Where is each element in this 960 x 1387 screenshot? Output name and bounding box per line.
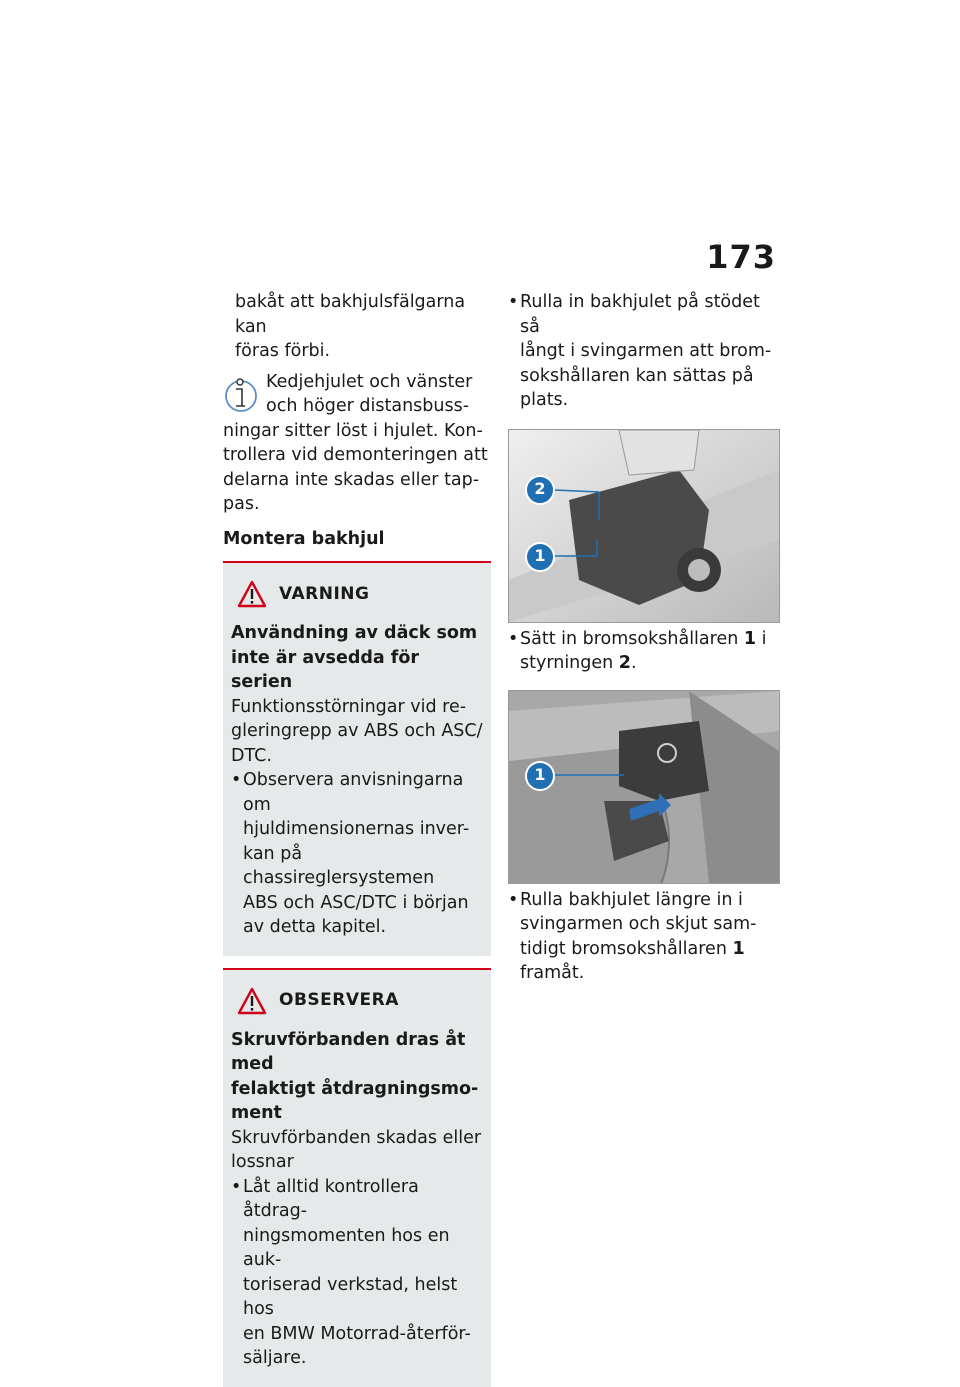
notice-box [223,970,491,1387]
step1-line-3: sokshållaren kan sättas på [520,365,754,386]
step2-line-2: styrningen 2. [520,653,637,673]
step1-line-4: plats. [520,390,569,410]
info-line-1: Kedjehjulet och vänster [266,371,473,392]
info-line-5: delarna inte skadas eller tap- [223,469,480,490]
notice-bullet-1: • Låt alltid kontrollera åtdrag- [231,1175,483,1224]
left-column [223,290,491,1387]
warning-title: VARNING [279,583,370,604]
figure-caliper-mounted [508,690,780,884]
warning-bullet-1: • Observera anvisningarna om [231,768,483,817]
step3-line-1: • Rulla bakhjulet längre in i [508,888,780,913]
warning-triangle-icon [237,580,267,608]
warning-bold-2: inte är avsedda för serien [231,647,420,692]
warning-bullet-4: ABS och ASC/DTC i början [243,892,469,913]
section-heading: Montera bakhjul [223,528,385,549]
step3-line-4: framåt. [520,963,585,983]
notice-text-1: Skruvförbanden skadas eller [231,1127,482,1148]
figure-caliper-bracket [508,429,780,623]
notice-bold-1: Skruvförbanden dras åt med [231,1029,466,1074]
callout-2: 2 [525,475,555,505]
notice-bullet-4: en BMW Motorrad-återför- [243,1323,471,1344]
warning-box [223,563,491,956]
step1-line-1: • Rulla in bakhjulet på stödet så [508,290,780,339]
warning-text-2: gleringrepp av ABS och ASC/ [231,721,483,741]
callout-1: 1 [525,542,555,572]
warning-bullet-5: av detta kapitel. [243,917,387,937]
notice-text-2: lossnar [231,1152,294,1172]
warning-bold-1: Användning av däck som [231,623,478,643]
step3-line-3: tidigt bromsokshållaren 1 [520,938,745,959]
info-line-4: trollera vid demonteringen att [223,445,488,465]
notice-bold-2: felaktigt åtdragningsmo- [231,1078,479,1099]
notice-bullet-2: ningsmomenten hos en auk- [243,1225,450,1270]
info-note [223,370,491,517]
notice-title: OBSERVERA [279,990,399,1011]
notice-triangle-icon [237,987,267,1015]
info-line-6: pas. [223,494,260,514]
warning-text-1: Funktionsstörningar vid re- [231,696,467,717]
step1-line-2: långt i svingarmen att brom- [520,341,772,361]
callout-1-fig2: 1 [525,761,555,791]
notice-bold-3: ment [231,1103,282,1123]
right-column [508,290,780,986]
intro-line-2: föras förbi. [235,341,331,361]
info-line-3: ningar sitter löst i hjulet. Kon- [223,420,483,441]
step3-line-2: svingarmen och skjut sam- [520,914,757,934]
warning-bullet-3: kan på chassireglersystemen [243,843,435,888]
info-line-2: och höger distansbuss- [266,396,470,416]
page-number: 173 [706,238,776,276]
notice-bullet-5: säljare. [243,1348,307,1368]
warning-text-3: DTC. [231,745,272,766]
notice-bullet-3: toriserad verkstad, helst hos [243,1274,458,1319]
warning-bullet-2: hjuldimensionernas inver- [243,819,470,839]
figure-1-illustration [509,430,779,622]
step2-line-1: • Sätt in bromsokshållaren 1 i [508,627,780,652]
info-icon [223,374,259,414]
intro-line-1: bakåt att bakhjulsfälgarna kan [235,292,466,337]
